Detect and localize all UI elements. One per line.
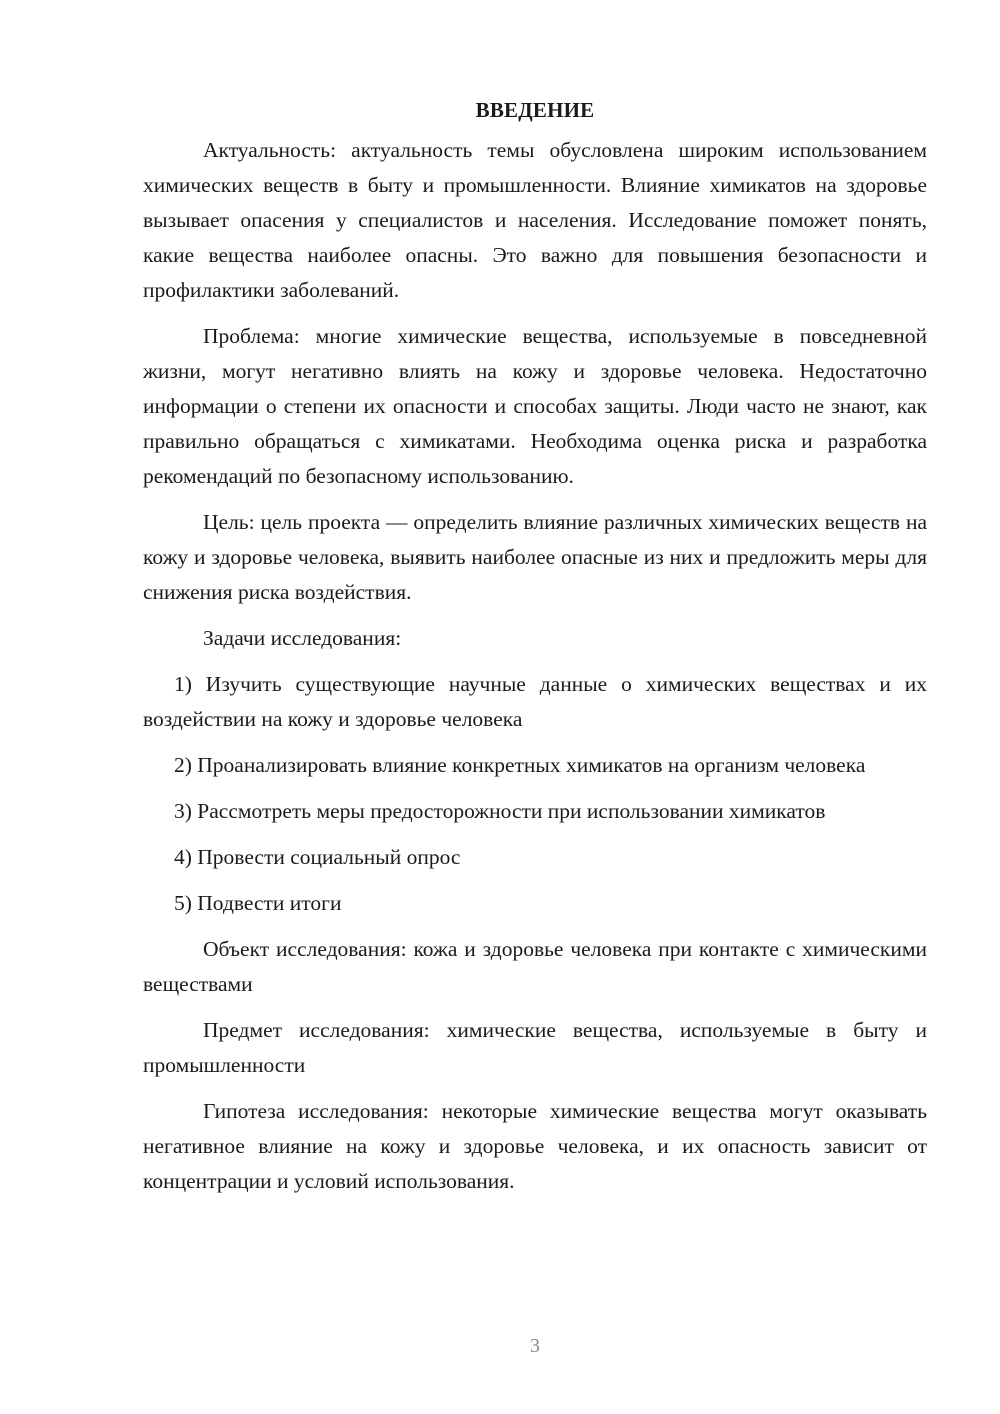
relevance-paragraph: Актуальность: актуальность темы обусловлена широким использованием химических веществ в быту и промышленности. Влияние химикатов на здоровье вызывает опасения у специалистов и населения. Исследование поможет понять, какие вещества наиболее опасны. Это важно для повышения безопасности и профилактики заболеваний.: [143, 138, 927, 302]
task-item-3: 3) Рассмотреть меры предосторожности при использовании химикатов: [174, 799, 826, 823]
task-item-5: 5) Подвести итоги: [174, 891, 342, 915]
task-item-2: 2) Проанализировать влияние конкретных химикатов на организм человека: [174, 753, 866, 777]
tasks-heading: Задачи исследования:: [203, 626, 402, 650]
task-item-1: 1) Изучить существующие научные данные о химических веществах и их воздействии на кожу и здоровье человека: [143, 672, 927, 731]
problem-paragraph: Проблема: многие химические вещества, используемые в повседневной жизни, могут негативно влиять на кожу и здоровье человека. Недостаточно информации о степени их опасности и способах защиты. Люди часто не знают, как правильно обращаться с химикатами. Необходима оценка риска и разработка рекомендаций по безопасному использованию.: [143, 324, 927, 488]
page-title: ВВЕДЕНИЕ: [475, 98, 595, 122]
goal-paragraph: Цель: цель проекта — определить влияние различных химических веществ на кожу и здоровье человека, выявить наиболее опасные из них и предложить меры для снижения риска воздействия.: [143, 510, 927, 604]
subject-paragraph: Предмет исследования: химические вещества, используемые в быту и промышленности: [143, 1018, 927, 1077]
tasks-list: [143, 667, 927, 921]
task-item-4: 4) Провести социальный опрос: [174, 845, 461, 869]
page-number: 3: [530, 1335, 540, 1357]
hypothesis-paragraph: Гипотеза исследования: некоторые химические вещества могут оказывать негативное влияние на кожу и здоровье человека, и их опасность зависит от концентрации и условий использования.: [143, 1099, 927, 1193]
object-paragraph: Объект исследования: кожа и здоровье человека при контакте с химическими веществами: [143, 937, 927, 996]
page-content: [143, 92, 927, 1210]
